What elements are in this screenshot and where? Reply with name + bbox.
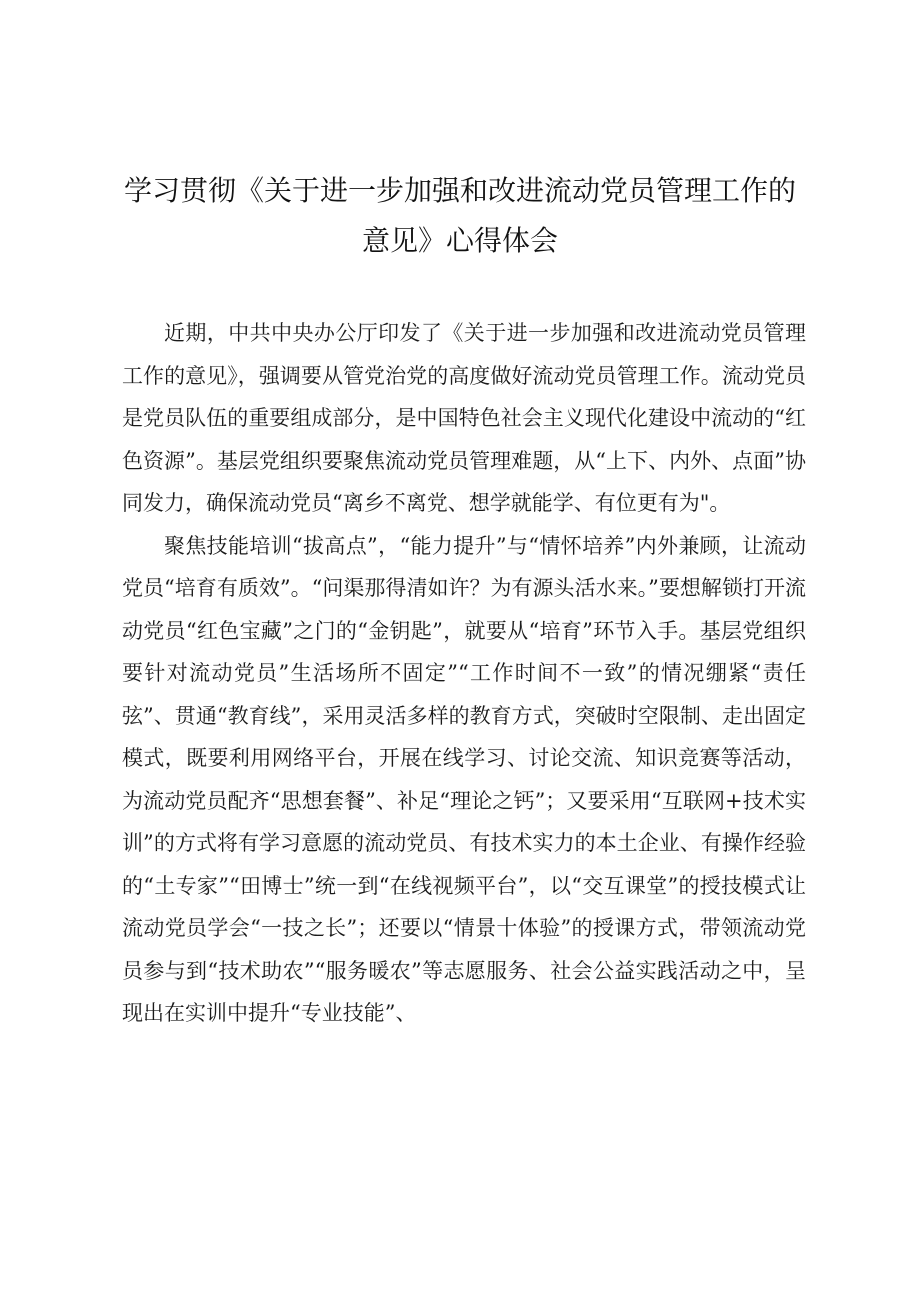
document-title (118, 166, 802, 266)
title-line-1: 学习贯彻《关于进一步加强和改进流动党员管理工作的 (123, 174, 796, 207)
title-line-2: 意见》心得体会 (361, 224, 558, 257)
document-body (122, 312, 806, 1035)
paragraph-1: 近期，中共中央办公厅印发了《关于进一步加强和改进流动党员管理工作的意见》，强调要从管党治党的高度做好流动党员管理工作。流动党员是党员队伍的重要组成部分，是中国特色社会主义现代化建设中流动的“红色资源”。基层党组织要聚焦流动党员管理难题，从“上下、内外、点面”协同发力，确保流动党员“离乡不离党、想学就能学、有位更有为"。 (122, 321, 806, 515)
paragraph-2: 聚焦技能培训“拔高点”，“能力提升”与“情怀培养”内外兼顾，让流动党员“培育有质效”。“问渠那得清如许？为有源头活水来。”要想解锁打开流动党员“红色宝藏”之门的“金钥匙”，就要从“培育”环节入手。基层党组织要针对流动党员”生活场所不固定”“工作时间不一致”的情况绷紧“责任弦”、贯通“教育线”，采用灵活多样的教育方式，突破时空限制、走出固定模式，既要利用网络平台，开展在线学习、讨论交流、知识竞赛等活动，为流动党员配齐“思想套餐”、补足“理论之钙”；又要采用“互联网+技术实训”的方式将有学习意愿的流动党员、有技术实力的本土企业、有操作经验的“土专家”“田博士”统一到“在线视频平台”，以“交互课堂”的授技模式让流动党员学会“一技之长”；还要以“情景十体验”的授课方式，带领流动党员参与到“技术助农”“服务暖农”等志愿服务、社会公益实践活动之中，呈现出在实训中提升“专业技能”、 (122, 533, 806, 1025)
